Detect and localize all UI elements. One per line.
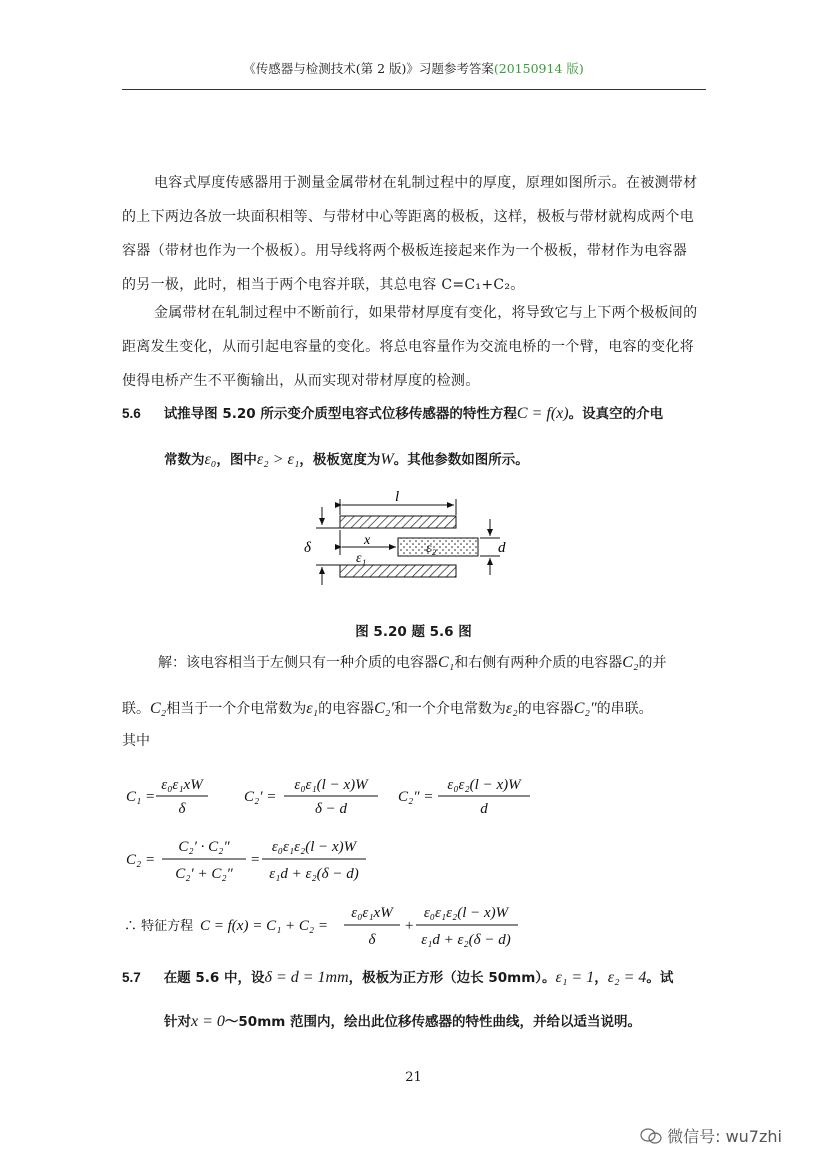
solution-c2-prime: C₂′	[374, 700, 394, 717]
solution-c1: C₁	[438, 654, 455, 671]
p2-line: 距离发生变化，从而引起电容量的变化。将总电容量作为交流电桥的一个臂，电容的变化将	[122, 339, 694, 355]
paragraph-2	[122, 296, 706, 398]
eq-c2p-lhs: C₂′ =	[244, 789, 277, 805]
p1-line: 的上下两边各放一块面积相等、与带材中心等距离的极板，这样，极板与带材就构成两个电	[122, 209, 694, 225]
solution-text: 相当于一个介电常数为	[166, 701, 307, 717]
q57-x-equation: x = 0	[191, 1013, 225, 1030]
q56-text: 。其他参数如图所示。	[393, 452, 529, 468]
q56-text: 常数为	[164, 452, 205, 468]
eq-c1-lhs: C₁ =	[126, 789, 156, 805]
q56-width-symbol: W	[380, 451, 394, 468]
eq-char-plus: +	[404, 918, 415, 934]
eq-char-denominator-1: δ	[368, 932, 376, 948]
eq-c2-equals: =	[250, 852, 261, 868]
solution-text: 解：该电容相当于左侧只有一种介质的电容器	[158, 655, 438, 671]
q57-equation: δ = d = 1mm	[264, 969, 349, 986]
eq-c2pp-numerator: ε₀ε₂(l − x)W	[447, 777, 521, 793]
eq-c2-numerator-2: ε₀ε₁ε₂(l − x)W	[271, 839, 357, 855]
equations-row-1	[122, 772, 582, 820]
solution-epsilon1: ε₁	[306, 700, 319, 717]
eq-c1-denominator: δ	[178, 801, 186, 817]
paragraph-1	[122, 166, 706, 302]
watermark	[640, 1124, 820, 1147]
dielectric-slab	[398, 538, 478, 556]
question-5-6	[122, 402, 712, 472]
q57-text: 在题 5.6 中，设	[163, 970, 265, 986]
eq-c2-lhs: C₂ =	[126, 852, 156, 868]
header-version: (20150914 版)	[493, 61, 584, 76]
q56-text: 试推导图 5.20 所示变介质型电容式位移传感器的特性方程	[163, 406, 517, 422]
solution-epsilon2: ε₂	[505, 700, 518, 717]
solution-c2: C₂	[150, 700, 167, 717]
eq-char-numerator-2: ε₀ε₁ε₂(l − x)W	[423, 905, 509, 921]
bottom-plate	[340, 565, 456, 577]
p1-line: 容器（带材也作为一个极板）。用导线将两个极板连接起来作为一个极板，带材作为电容器	[122, 243, 687, 259]
q56-text: ，极板宽度为	[299, 452, 381, 468]
solution-c2: C₂	[622, 654, 639, 671]
q56-text: ，图中	[216, 452, 257, 468]
header-title: 《传感器与检测技术(第 2 版)》习题参考答案	[243, 61, 494, 76]
solution-c2-double-prime: C₂″	[573, 700, 597, 717]
question-5-7	[122, 966, 712, 1034]
q56-epsilon0: ε₀	[204, 451, 217, 468]
label-delta: δ	[304, 540, 311, 556]
equations-row-2	[122, 832, 422, 886]
watermark-text: 微信号: wu7zhi	[667, 1127, 782, 1146]
question-number: 5.6	[122, 406, 141, 421]
top-plate	[340, 516, 456, 528]
solution	[122, 652, 712, 750]
q57-text: ～50mm 范围内，绘出此位移传感器的特性曲线，并给以适当说明。	[224, 1014, 642, 1030]
eq-c1-numerator: ε₀ε₁xW	[161, 777, 203, 793]
solution-text: 和右侧有两种介质的电容器	[454, 655, 623, 671]
eq-char-denominator-2: ε₁d + ε₂(δ − d)	[421, 932, 511, 948]
eq-c2-denominator-1: C₂′ + C₂″	[175, 866, 233, 882]
q57-text: 。试	[646, 970, 674, 986]
solution-text: 的电容器	[318, 701, 375, 717]
eq-char-prefix: ∴ 特征方程	[124, 919, 194, 934]
label-epsilon1: ε₁	[356, 551, 367, 566]
q56-text: 。设真空的介电	[568, 406, 664, 422]
header-rule	[122, 89, 706, 90]
q56-inequality: ε₂ > ε₁	[256, 451, 300, 468]
q57-text: ，	[594, 970, 608, 986]
label-epsilon2: ε₂	[426, 541, 437, 556]
q57-epsilon1: ε₁ = 1	[555, 969, 595, 986]
p1-line: 电容式厚度传感器用于测量金属带材在轧制过程中的厚度，原理如图所示。在被测带材	[154, 175, 698, 191]
label-l: l	[395, 489, 400, 505]
solution-text: 和一个介电常数为	[393, 701, 506, 717]
p1-line: 的另一极，此时，相当于两个电容并联，其总电容 C=C₁+C₂。	[122, 277, 525, 293]
p2-line: 金属带材在轧制过程中不断前行，如果带材厚度有变化，将导致它与上下两个极板间的	[154, 305, 698, 321]
q56-equation: C = f(x)	[516, 405, 569, 422]
eq-c2pp-lhs: C₂″ =	[398, 789, 434, 805]
eq-c2-numerator-1: C₂′ · C₂″	[178, 839, 230, 855]
eq-char-numerator-1: ε₀ε₁xW	[351, 905, 393, 921]
page-header	[0, 59, 827, 77]
eq-c2-denominator-2: ε₁d + ε₂(δ − d)	[269, 866, 359, 882]
eq-c2p-numerator: ε₀ε₁(l − x)W	[294, 777, 368, 793]
wechat-icon	[640, 1128, 662, 1144]
solution-text: 的串联。	[596, 701, 653, 717]
p2-line: 使得电桥产生不平衡输出，从而实现对带材厚度的检测。	[122, 373, 480, 389]
solution-text: 联。	[122, 701, 150, 717]
solution-text: 的并	[638, 655, 667, 671]
solution-text: 其中	[122, 733, 150, 749]
question-number: 5.7	[122, 970, 141, 985]
label-x: x	[364, 533, 371, 548]
q57-text: 针对	[164, 1014, 191, 1030]
figure-caption: 图 5.20 题 5.6 图	[355, 624, 472, 640]
eq-char-lhs: C = f(x) = C₁ + C₂ =	[200, 918, 328, 934]
eq-c2pp-denominator: d	[480, 801, 488, 817]
figure-5-20	[300, 485, 530, 585]
equations-row-3	[122, 898, 542, 952]
q57-epsilon2: ε₂ = 4	[607, 969, 647, 986]
q57-text: ，极板为正方形（边长 50mm）。	[348, 970, 556, 986]
solution-text: 的电容器	[517, 701, 574, 717]
eq-c2p-denominator: δ − d	[314, 801, 348, 817]
page-number: 21	[405, 1070, 422, 1085]
label-d: d	[498, 540, 506, 556]
